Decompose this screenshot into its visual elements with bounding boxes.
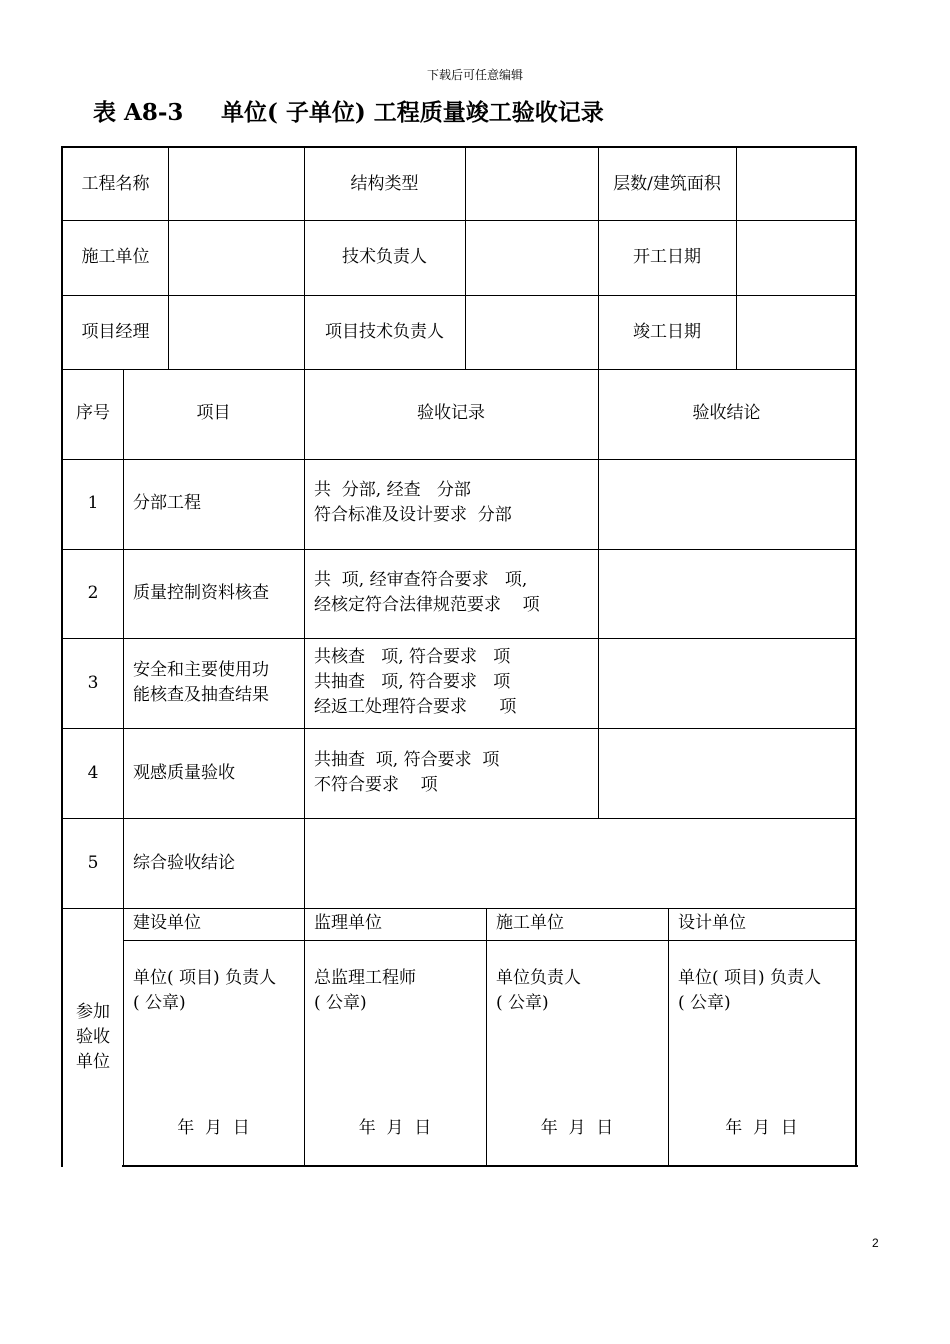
table-bottom-border	[122, 1165, 858, 1167]
participants-label: 参加 验收 单位	[76, 1002, 110, 1072]
tech-lead-label: 技术负责人	[342, 247, 427, 267]
column-divider	[465, 148, 466, 369]
column-divider	[304, 148, 305, 1167]
row-record: 共 项, 经审查符合要求 项, 经核定符合法律规范要求 项	[314, 570, 540, 615]
participant-signer: 单位( 项目) 负责人 ( 公章)	[678, 968, 822, 1013]
form-code: 表 A8-3	[93, 99, 184, 126]
row-item: 观感质量验收	[133, 763, 235, 783]
header-note: 下载后可任意编辑	[426, 68, 523, 82]
participant-unit-name: 建设单位	[133, 913, 201, 933]
row-item: 综合验收结论	[133, 853, 235, 873]
participant-signer: 单位( 项目) 负责人 ( 公章)	[133, 968, 277, 1013]
row-index: 2	[87, 583, 99, 603]
column-divider	[168, 148, 169, 369]
row-divider	[63, 459, 855, 460]
row-record: 共 分部, 经查 分部 符合标准及设计要求 分部	[314, 480, 512, 525]
row-divider	[63, 638, 855, 639]
participant-date: 年 月 日	[358, 1118, 432, 1138]
participant-date: 年 月 日	[725, 1118, 798, 1138]
row-index: 5	[87, 853, 99, 873]
floors-area-label: 层数/建筑面积	[613, 174, 721, 194]
row-divider	[63, 728, 855, 729]
row-divider	[63, 908, 855, 909]
row-item: 分部工程	[133, 493, 201, 513]
page-number: 2	[872, 1236, 879, 1250]
project-name-label: 工程名称	[81, 174, 150, 194]
row-divider	[63, 818, 855, 819]
construction-unit-label: 施工单位	[81, 247, 150, 267]
column-divider	[736, 148, 737, 369]
start-date-label: 开工日期	[633, 247, 701, 267]
record-column-header: 验收记录	[417, 403, 485, 423]
row-divider	[63, 549, 855, 550]
project-tech-lead-label: 项目技术负责人	[325, 322, 444, 342]
row-record: 共核查 项, 符合要求 项 共抽查 项, 符合要求 项 经返工处理符合要求 项	[314, 647, 517, 717]
form-name: 单位( 子单位) 工程质量竣工验收记录	[221, 99, 604, 126]
project-manager-label: 项目经理	[81, 322, 150, 342]
row-index: 1	[87, 493, 99, 513]
row-index: 3	[87, 673, 99, 693]
participant-unit-name: 施工单位	[496, 913, 564, 933]
row-record: 共抽查 项, 符合要求 项 不符合要求 项	[314, 750, 500, 795]
row-item: 安全和主要使用功 能核查及抽查结果	[133, 660, 269, 705]
row-index: 4	[87, 763, 99, 783]
structure-type-label: 结构类型	[350, 174, 419, 194]
completion-date-label: 竣工日期	[633, 322, 701, 342]
participant-date: 年 月 日	[177, 1118, 250, 1138]
participant-signer: 单位负责人 ( 公章)	[496, 968, 581, 1013]
column-divider	[123, 369, 124, 1167]
row-divider	[63, 369, 855, 370]
row-divider	[123, 940, 855, 941]
page-title	[93, 94, 604, 127]
index-column-header: 序号	[76, 403, 110, 423]
participant-date: 年 月 日	[540, 1118, 614, 1138]
acceptance-table	[61, 146, 857, 1167]
item-column-header: 项目	[196, 403, 231, 423]
conclusion-column-header: 验收结论	[692, 403, 761, 423]
participant-signer: 总监理工程师 ( 公章)	[314, 968, 416, 1013]
row-item: 质量控制资料核查	[133, 583, 269, 603]
participant-unit-name: 监理单位	[314, 913, 382, 933]
participant-unit-name: 设计单位	[678, 913, 746, 933]
